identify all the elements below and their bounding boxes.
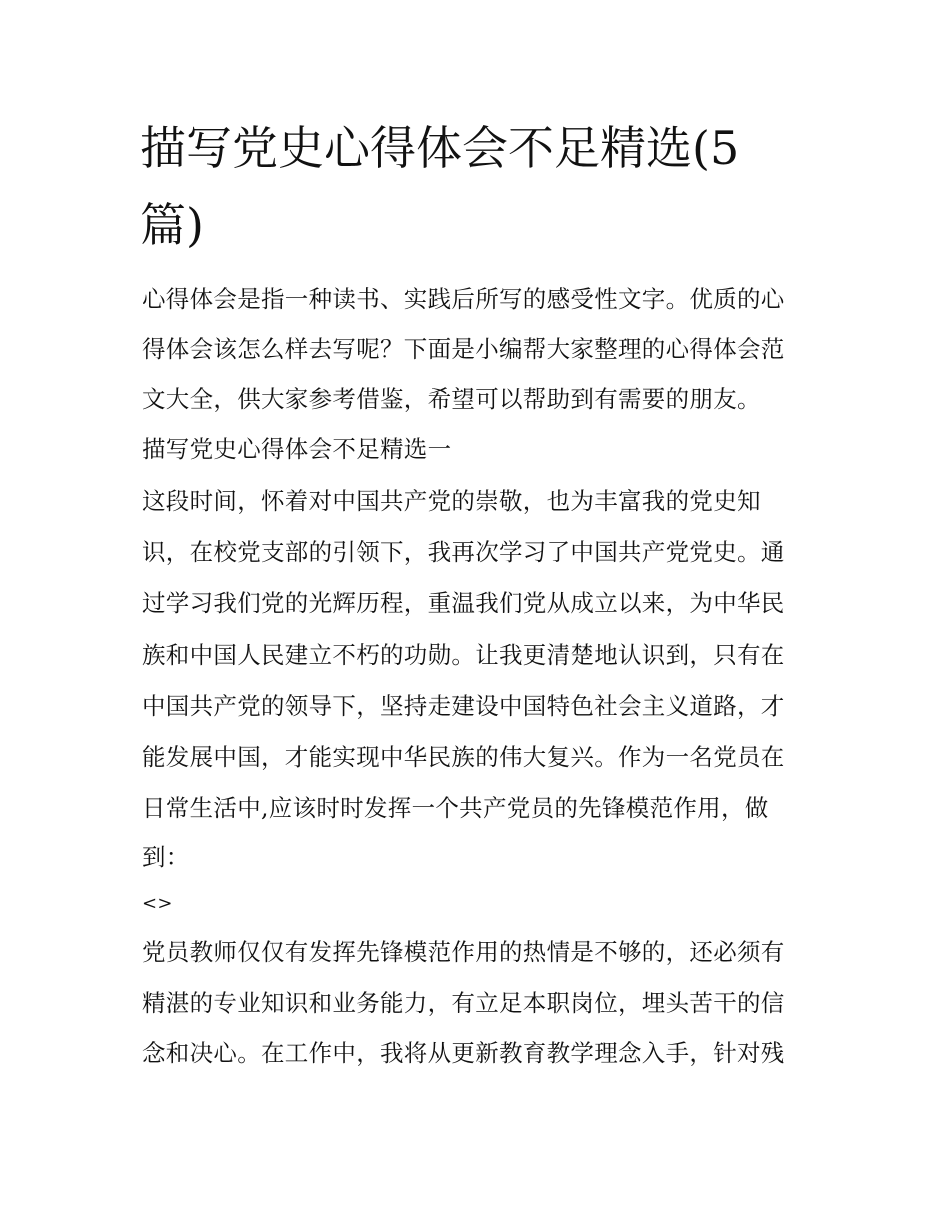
body-line: 中国共产党的领导下，坚持走建设中国特色社会主义道路，才 (142, 692, 785, 720)
body-line: 族和中国人民建立不朽的功勋。让我更清楚地认识到，只有在 (142, 641, 785, 669)
body-line: 精湛的专业知识和业务能力，有立足本职岗位，埋头苦干的信 (142, 989, 785, 1017)
document-title-line-1: 描写党史心得体会不足精选(5 (140, 121, 740, 175)
intro-line: 得体会该怎么样去写呢？下面是小编帮大家整理的心得体会范 (142, 335, 785, 363)
body-line: 念和决心。在工作中，我将从更新教育教学理念入手，针对残 (142, 1039, 785, 1067)
body-line: 能发展中国，才能实现中华民族的伟大复兴。作为一名党员在 (142, 743, 785, 771)
intro-line: 心得体会是指一种读书、实践后所写的感受性文字。优质的心 (142, 285, 785, 313)
body-line: 识，在校党支部的引领下，我再次学习了中国共产党党史。通 (142, 538, 785, 566)
section-heading: 描写党史心得体会不足精选一 (142, 435, 452, 463)
body-line: 日常生活中,应该时时发挥一个共产党员的先锋模范作用，做 (142, 794, 769, 822)
body-line: 党员教师仅仅有发挥先锋模范作用的热情是不够的，还必须有 (142, 938, 785, 966)
intro-line: 文大全，供大家参考借鉴，希望可以帮助到有需要的朋友。 (142, 385, 761, 413)
body-line: 到： (142, 843, 190, 871)
body-line: 这段时间，怀着对中国共产党的崇敬，也为丰富我的党史知 (142, 487, 761, 515)
body-line: 过学习我们党的光辉历程，重温我们党从成立以来，为中华民 (142, 589, 785, 617)
document-title-line-2: 篇) (140, 198, 204, 252)
placeholder-marker: <> (142, 893, 173, 914)
